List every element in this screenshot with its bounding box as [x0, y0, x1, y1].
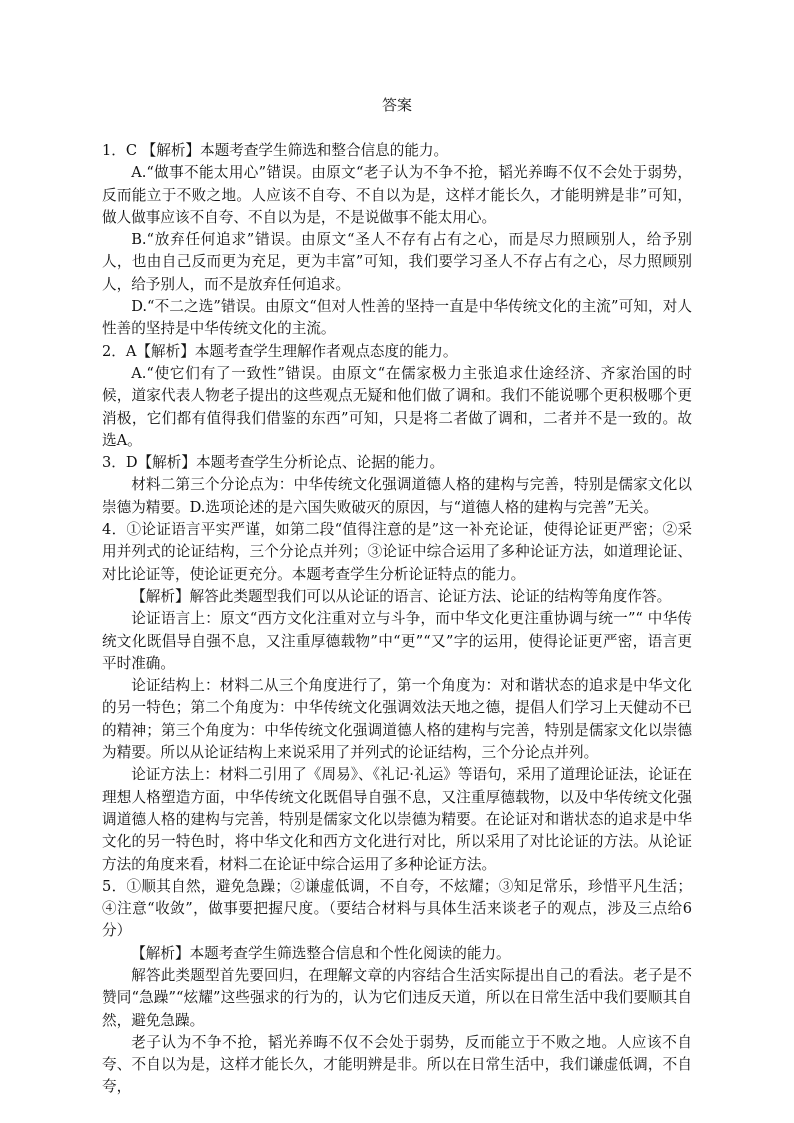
answer-body [102, 140, 692, 1099]
answer-paragraph: 1．C 【解析】本题考查学生筛选和整合信息的能力。 [102, 142, 449, 159]
answer-paragraph: 论证语言上：原文“西方文化注重对立与斗争，而中华文化更注重协调与统一”“ 中华传统文化既倡导自强不息，又注重厚德载物”中“更”“又”字的运用，使得论证更严密，语言更平时准确。 [102, 610, 692, 672]
answer-paragraph: 材料二第三个分论点为：中华传统文化强调道德人格的建构与完善，特别是儒家文化以崇德为精要。D.选项论述的是六国失败破灭的原因，与“道德人格的建构与完善”无关。 [102, 476, 692, 516]
answer-paragraph: 论证方法上：材料二引用了《周易》、《礼记·礼运》等语句，采用了道理论证法，论证在理想人格塑造方面，中华传统文化既倡导自强不息，又注重厚德载物，以及中华传统文化强调道德人格的建构与完善，特别是儒家文化以崇德为精要。在论证对和谐状态的追求是中华文化的另一特色时，将中华文化和西方文化进行对比，所以采用了对比论证的方法。从论证方法的角度来看，材料二在论证中综合运用了多种论证方法。 [102, 766, 692, 873]
answer-paragraph: 论证结构上：材料二从三个角度进行了，第一个角度为：对和谐状态的追求是中华文化的另一特色；第二个角度为：中华传统文化强调效法天地之德，提倡人们学习上天健动不已的精神；第三个角度为：中华传统文化强调道德人格的建构与完善，特别是儒家文化以崇德为精要。所以从论证结构上来说采用了并列式的论证结构，三个分论点并列。 [102, 677, 692, 762]
answer-paragraph: 4．①论证语言平实严谨，如第二段“值得注意的是”这一补充论证，使得论证更严密；②采用并列式的论证结构，三个分论点并列；③论证中综合运用了多种论证方法，如道理论证、对比论证等，使论证更充分。本题考查学生分析论证特点的能力。 [102, 521, 692, 583]
answer-paragraph: A.“做事不能太用心”错误。由原文“老子认为不争不抢，韬光养晦不仅不会处于弱势，反而能立于不败之地。人应该不自夸、不自以为是，这样才能长久，才能明辨是非”可知，做人做事应该不自夸、不自以为是，不是说做事不能太用心。 [102, 164, 692, 226]
answer-paragraph: 【解析】解答此类题型我们可以从论证的语言、论证方法、论证的结构等角度作答。 [131, 587, 672, 605]
answer-paragraph: 3．D【解析】本题考查学生分析论点、论据的能力。 [102, 454, 445, 472]
answer-paragraph: B.“放弃任何追求”错误。由原文“圣人不存有占有之心，而是尽力照顾别人，给予别人，也由自己反而更为充足，更为丰富”可知，我们要学习圣人不存占有之心，尽力照顾别人，给予别人，而不是放弃任何追求。 [102, 231, 692, 293]
answer-paragraph: 2．A【解析】本题考查学生理解作者观点态度的能力。 [102, 342, 458, 360]
answer-paragraph: 解答此类题型首先要回归，在理解文章的内容结合生活实际提出自己的看法。老子是不赞同“急躁”“炫耀”这些强求的行为的，认为它们违反天道，所以在日常生活中我们要顺其自然，避免急躁。 [102, 966, 692, 1029]
answer-paragraph: 老子认为不争不抢，韬光养晦不仅不会处于弱势，反而能立于不败之地。人应该不自夸、不自以为是，这样才能长久，才能明辨是非。所以在日常生活中，我们谦虚低调，不自夸， [102, 1033, 692, 1096]
answer-paragraph: D.“不二之选”错误。由原文“但对人性善的坚持一直是中华传统文化的主流”可知，对人性善的坚持是中华传统文化的主流。 [102, 298, 692, 338]
page-title: 答案 [381, 96, 412, 114]
answer-paragraph: A.“使它们有了一致性”错误。由原文“在儒家极力主张追求仕途经济、齐家治国的时候，道家代表人物老子提出的这些观点无疑和他们做了调和。我们不能说哪个更积极哪个更消极，它们都有值得我们借鉴的东西”可知，只是将二者做了调和，二者并不是一致的。故选A。 [102, 364, 692, 449]
answer-paragraph: 【解析】本题考查学生筛选整合信息和个性化阅读的能力。 [131, 944, 511, 962]
answer-paragraph: 5．①顺其自然，避免急躁；②谦虚低调，不自夸，不炫耀；③知足常乐，珍惜平凡生活；④注意“收敛”，做事要把握尺度。（要结合材料与具体生活来谈老子的观点，涉及三点给6分） [102, 877, 692, 940]
